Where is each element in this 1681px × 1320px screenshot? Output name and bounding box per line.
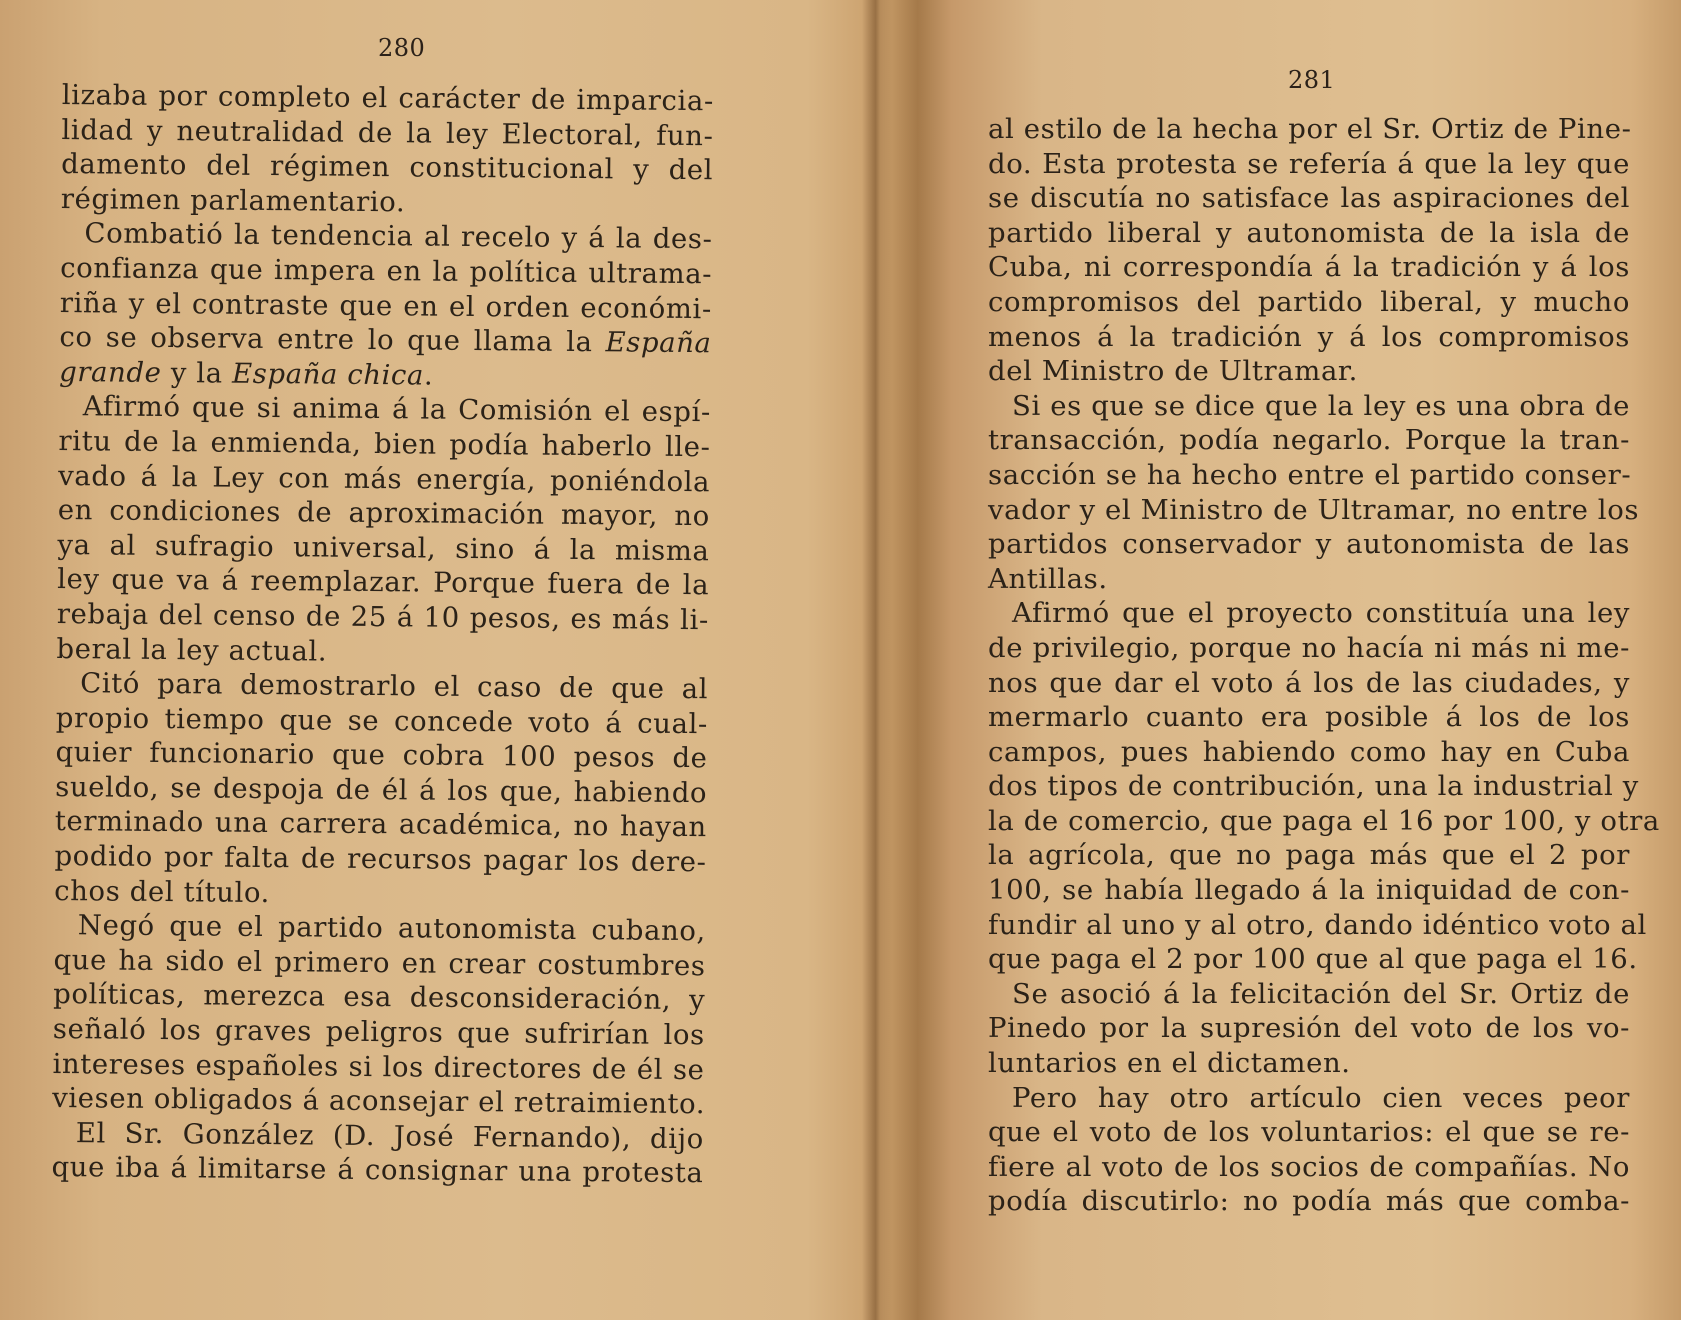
text-line: al estilo de la hecha por el Sr. Ortiz de Pine-	[988, 113, 1632, 145]
text-line: 100, se había llegado á la iniquidad de con-	[988, 874, 1630, 907]
text-line: la agrícola, que no paga más que el 2 por	[988, 839, 1630, 872]
text-line: que el voto de los voluntarios: el que se re-	[988, 1116, 1630, 1149]
text-line: grande y la España chica.	[59, 355, 434, 392]
text-line: mermarlo cuanto era posible á los de los	[988, 701, 1630, 734]
text-line: de privilegio, porque no hacía ni más ni me-	[988, 631, 1630, 664]
text-line: do. Esta protesta se refería á que la ley que	[988, 147, 1630, 180]
right-page-text	[988, 112, 1660, 1219]
text-line: Pero hay otro artículo cien veces peor	[1012, 1081, 1630, 1114]
text-line: la de comercio, que paga el 16 por 100, y otra	[988, 804, 1660, 837]
text-line: El Sr. González (D. José Fernando), dijo	[75, 1116, 704, 1156]
text-line: Pinedo por la supresión del voto de los vo-	[988, 1012, 1630, 1045]
text-line: que ha sido el primero en crear costumbres	[53, 943, 706, 983]
text-line: transacción, podía negarlo. Porque la tran-	[988, 424, 1630, 457]
text-line: Afirmó que si anima á la Comisión el espí-	[82, 390, 711, 429]
text-line: beral la ley actual.	[56, 632, 328, 668]
text-line: menos á la tradición y á los compromisos	[988, 320, 1630, 353]
text-line: fundir al uno y al otro, dando idéntico voto al	[988, 908, 1647, 941]
text-line: se discutía no satisface las aspiraciones del	[988, 182, 1630, 215]
text-line: lizaba por completo el carácter de imparcia-	[61, 78, 714, 118]
text-line: Se asoció á la felicitación del Sr. Ortiz de	[1012, 977, 1630, 1010]
text-line: lidad y neutralidad de la ley Electoral, fun-	[61, 113, 714, 152]
text-line: podido por falta de recursos pagar los dere-	[54, 840, 707, 879]
text-line: del Ministro de Ultramar.	[988, 355, 1359, 388]
text-line: régimen parlamentario.	[60, 182, 406, 219]
text-line: confianza que impera en la política ultrama-	[60, 251, 713, 291]
right-page-number: 281	[1288, 66, 1336, 94]
text-line: riña y el contraste que en el orden económi-	[59, 286, 712, 325]
left-page-number: 280	[378, 34, 426, 62]
text-line: Citó para demostrarlo el caso de que al	[80, 667, 709, 706]
text-line: Negó que el partido autonomista cubano,	[77, 909, 706, 948]
text-line: viesen obligados á aconsejar el retraimiento.	[52, 1082, 706, 1121]
text-line: dos tipos de contribución, una la industrial y	[988, 770, 1639, 803]
text-line: ritu de la enmienda, bien podía haberlo lle-	[58, 424, 711, 464]
text-line: partido liberal y autonomista de la isla de	[988, 216, 1630, 249]
text-line: propio tiempo que se concede voto á cual-	[55, 701, 708, 740]
text-line: luntarios en el dictamen.	[988, 1047, 1351, 1080]
text-line: señaló los graves peligros que sufrirían los	[52, 1012, 705, 1052]
text-line: Antillas.	[988, 562, 1108, 595]
text-line: Cuba, ni correspondía á la tradición y á los	[988, 251, 1630, 284]
text-line: políticas, merezca esa desconsideración, y	[53, 978, 706, 1017]
text-line: sueldo, se despoja de él á los que, habiendo	[55, 770, 708, 810]
text-line: quier funcionario que cobra 100 pesos de	[55, 736, 708, 775]
text-line: intereses españoles si los directores de él se	[52, 1047, 705, 1086]
text-line: Si es que se dice que la ley es una obra de	[1012, 389, 1630, 422]
text-line: rebaja del censo de 25 á 10 pesos, es más li-	[56, 597, 709, 637]
text-line: campos, pues habiendo como hay en Cuba	[988, 735, 1630, 768]
text-line: fiere al voto de los socios de compañías. No	[988, 1150, 1630, 1183]
text-line: chos del título.	[54, 874, 271, 909]
text-line: partidos conservador y autonomista de las	[988, 528, 1630, 561]
text-line: Combatió la tendencia al recelo y á la des-	[84, 217, 713, 256]
text-line: terminado una carrera académica, no hayan	[54, 805, 707, 844]
text-line: ya al sufragio universal, sino á la misma	[57, 528, 710, 567]
text-line: que iba á limitarse á consignar una protesta	[51, 1151, 704, 1190]
text-line: Afirmó que el proyecto constituía una ley	[1012, 597, 1630, 630]
text-line: sacción se ha hecho entre el partido conser-	[988, 458, 1632, 491]
text-line: damento del régimen constitucional y del	[61, 148, 714, 187]
text-line: vador y el Ministro de Ultramar, no entre los	[988, 493, 1640, 526]
text-line: podía discutirlo: no podía más que comba-	[988, 1185, 1630, 1218]
text-line: ley que va á reemplazar. Porque fuera de la	[57, 563, 710, 602]
text-line: co se observa entre lo que llama la España	[59, 321, 712, 360]
left-page-text	[51, 78, 714, 1191]
text-line: nos que dar el voto á los de las ciudades, y	[988, 666, 1630, 699]
text-line: vado á la Ley con más energía, poniéndola	[58, 459, 711, 498]
text-line: compromisos del partido liberal, y mucho	[988, 285, 1630, 318]
text-line: en condiciones de aproximación mayor, no	[57, 494, 710, 533]
text-line: que paga el 2 por 100 que al que paga el 16.	[988, 943, 1638, 976]
